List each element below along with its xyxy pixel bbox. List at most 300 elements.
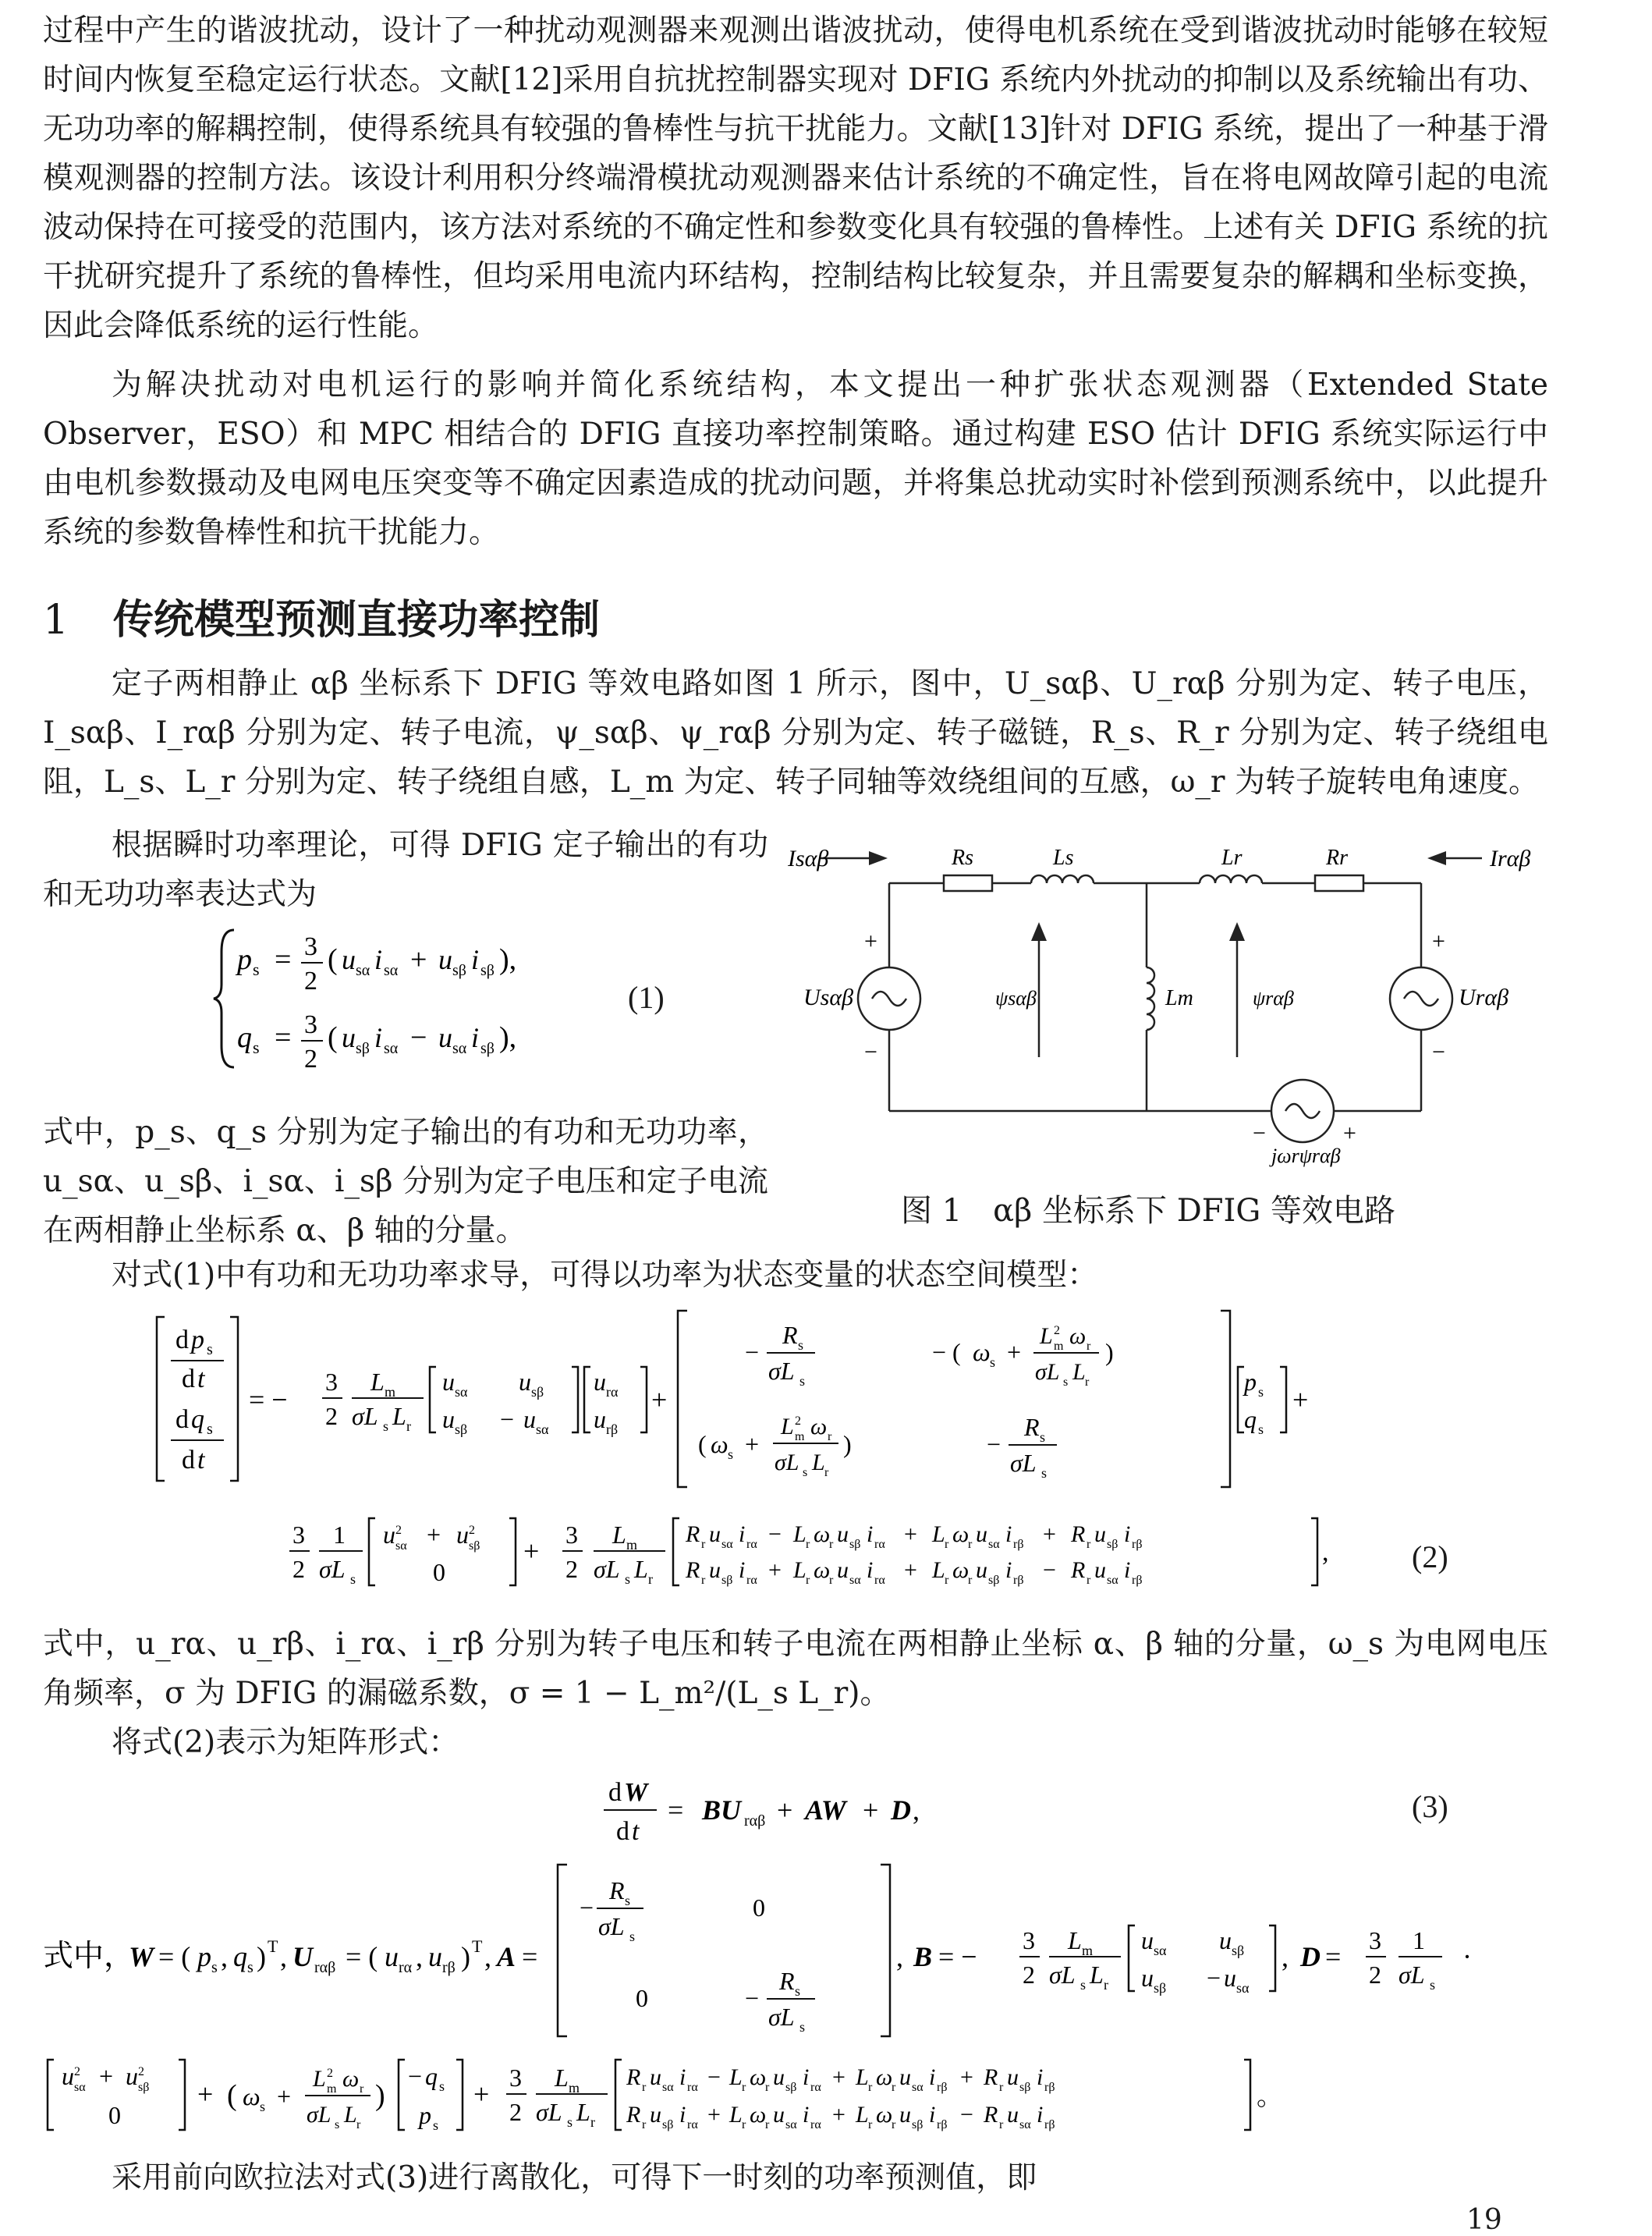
svg-text:W: W <box>129 1941 154 1972</box>
svg-text:2: 2 <box>1054 1324 1060 1337</box>
svg-text:u: u <box>773 2064 785 2090</box>
svg-text:r: r <box>590 2114 595 2130</box>
svg-text:2: 2 <box>395 1524 402 1537</box>
svg-text:sβ: sβ <box>531 1384 544 1400</box>
svg-text:L: L <box>781 1414 794 1439</box>
svg-text:u: u <box>837 1521 849 1547</box>
svg-text:sβ: sβ <box>1232 1943 1245 1958</box>
svg-text:2: 2 <box>74 2065 80 2078</box>
svg-text:L: L <box>344 2102 357 2128</box>
svg-text:−: − <box>745 1338 760 1366</box>
svg-text:sα: sα <box>1236 1980 1250 1996</box>
svg-text:r: r <box>824 1466 829 1479</box>
equation-number-1: (1) <box>628 980 665 1015</box>
paragraph-continued: 过程中产生的谐波扰动，设计了一种扰动观测器来观测出谐波扰动，使得电机系统在受到谐波扰动时能够在较短时间内恢复至稳定运行状态。文献[12]采用自抗扰控制器实现对 DFIG 系统内外扰动的抑制以及系统输出有功、无功功率的解耦控制，使得系统具有较强的鲁棒性与抗干扰能力。文献[13]针对 DFIG 系统，提出了一种基于滑模观测器的控制方法。该设计利用积分终端滑模扰动观测器来估计系统的不确定性，旨在将电网故障引起的电流波动保持在可接受的范围内，该方法对系统的不确定性和参数变化具有较强的鲁棒性。上述有关 DFIG 系统的抗干扰研究提升了系统的鲁棒性，但均采用电流内环结构，控制结构比较复杂，并且需要复杂的解耦和坐标变换，因此会降低系统的运行性能。 <box>43 13 1548 343</box>
svg-text:+: + <box>904 1521 917 1547</box>
svg-text:s: s <box>567 2114 573 2130</box>
label-is: Isαβ <box>788 846 829 871</box>
paragraph-circuit-description: 定子两相静止 αβ 坐标系下 DFIG 等效电路如图 1 所示，图中，U_sαβ、U_rαβ 分别为定、转子电压，I_sαβ、I_rαβ 分别为定、转子电流，ψ_sαβ、ψ_rαβ 分别为定、转子磁链，R_s、R_r 分别为定、转子绕组电阻，L_s、L_r 分别为定、转子绕组自感，L_m 为定、转子同轴等效绕组间的互感，ω_r 为转子旋转电角速度。 <box>43 666 1548 800</box>
svg-text:u: u <box>976 1521 987 1547</box>
svg-text:L: L <box>793 1521 807 1547</box>
svg-text:u: u <box>126 2062 138 2090</box>
svg-text:rα: rα <box>746 1574 757 1587</box>
svg-text:s: s <box>253 1038 260 1057</box>
svg-text:σL: σL <box>775 1450 799 1475</box>
svg-text:u: u <box>899 2064 911 2090</box>
equation-1 <box>211 921 632 1081</box>
svg-text:u: u <box>1007 2102 1019 2128</box>
equation-number-3: (3) <box>1412 1789 1448 1824</box>
svg-text:): ) <box>843 1430 852 1458</box>
svg-text:sβ: sβ <box>1107 1538 1118 1551</box>
svg-text:,: , <box>1322 1538 1329 1567</box>
svg-text:r: r <box>642 2118 647 2131</box>
svg-text:i: i <box>803 2102 810 2128</box>
svg-text:u: u <box>342 944 356 975</box>
svg-text:d: d <box>175 1405 189 1434</box>
svg-text:s: s <box>247 1959 253 1976</box>
label-rs: Rs <box>952 846 973 870</box>
paragraph-derivative: 对式(1)中有功和无功功率求导，可得以功率为状态变量的状态空间模型： <box>112 1258 1098 1293</box>
svg-text:L: L <box>856 2064 869 2090</box>
svg-text:ω: ω <box>342 2066 360 2092</box>
svg-text:i: i <box>867 1557 874 1583</box>
svg-text:+: + <box>427 1521 441 1549</box>
svg-text:ω: ω <box>973 1338 991 1366</box>
svg-text:s: s <box>1063 1375 1069 1389</box>
svg-text:σL: σL <box>1399 1961 1425 1989</box>
svg-text:rα: rα <box>874 1538 885 1551</box>
svg-text:m: m <box>569 2080 580 2096</box>
svg-text:B: B <box>913 1941 933 1972</box>
svg-text:u: u <box>650 2064 661 2090</box>
svg-text:t: t <box>197 1446 205 1475</box>
svg-text:= −: = − <box>938 1941 977 1972</box>
svg-text:u: u <box>1224 1964 1236 1992</box>
svg-text:−: − <box>987 1430 1001 1458</box>
svg-text:u: u <box>438 944 452 975</box>
svg-text:u: u <box>594 1368 606 1396</box>
svg-text:2: 2 <box>1369 1961 1381 1989</box>
svg-text:,: , <box>484 1941 491 1972</box>
label-psi-r: ψrαβ <box>1253 987 1294 1010</box>
svg-text:D: D <box>891 1794 911 1826</box>
svg-text:sα: sα <box>452 1040 467 1057</box>
svg-text:BU: BU <box>702 1794 742 1826</box>
svg-text:i: i <box>679 2064 686 2090</box>
label-ur: Urαβ <box>1459 985 1509 1010</box>
svg-text:sβ: sβ <box>480 962 495 979</box>
svg-text:r: r <box>742 2081 746 2094</box>
svg-text:sα: sα <box>785 2118 797 2131</box>
svg-text:q: q <box>1244 1405 1257 1433</box>
svg-text:r: r <box>945 1538 949 1551</box>
svg-text:sβ: sβ <box>849 1538 861 1551</box>
svg-text:ω: ω <box>952 1521 970 1547</box>
svg-text:u: u <box>976 1557 987 1583</box>
svg-text:(: ( <box>227 2079 237 2112</box>
svg-text:u: u <box>1219 1926 1232 1954</box>
svg-text:L: L <box>856 2102 869 2128</box>
svg-text:s: s <box>253 960 260 979</box>
svg-text:sα: sα <box>849 1574 861 1587</box>
svg-text:sα: sα <box>721 1538 733 1551</box>
svg-text:+: + <box>1007 1338 1022 1366</box>
svg-text:R: R <box>782 1321 798 1349</box>
svg-text:sα: sα <box>1107 1574 1118 1587</box>
svg-text:L: L <box>370 1368 385 1396</box>
svg-text:m: m <box>626 1537 638 1553</box>
svg-text:2: 2 <box>138 2065 144 2078</box>
svg-text:2: 2 <box>565 1555 578 1583</box>
svg-text:=: = <box>275 943 292 976</box>
svg-text:r: r <box>868 2081 873 2094</box>
svg-text:L: L <box>1072 1359 1086 1385</box>
svg-text:sβ: sβ <box>988 1574 1000 1587</box>
svg-text:ω: ω <box>876 2064 893 2090</box>
svg-text:sβ: sβ <box>455 1421 468 1437</box>
section-number: 1 <box>43 597 69 644</box>
svg-text:u: u <box>899 2102 911 2128</box>
svg-text:−: − <box>1207 1964 1221 1992</box>
svg-text:L: L <box>729 2102 743 2128</box>
paragraph-proposal: 为解决扰动对电机运行的影响并简化系统结构，本文提出一种扩张状态观测器（Extended State Observer，ESO）和 MPC 相结合的 DFIG 直接功率控制策略。通过构建 ESO 估计 DFIG 系统实际运行中由电机参数摄动及电网电压突变等不确定因素造成的扰动问题，并将集总扰动实时补偿到预测系统中，以此提升系统的参数鲁棒性和抗干扰能力。 <box>43 367 1548 550</box>
svg-text:R: R <box>686 1557 700 1583</box>
svg-text:u: u <box>837 1557 849 1583</box>
svg-text:R: R <box>1071 1521 1086 1547</box>
svg-text:+: + <box>960 2064 973 2090</box>
svg-text:+: + <box>651 1384 668 1415</box>
svg-text:): ) <box>375 2079 385 2112</box>
svg-text:r: r <box>968 1538 973 1551</box>
svg-text:ω: ω <box>711 1430 729 1458</box>
svg-text:3: 3 <box>304 1010 317 1039</box>
svg-text:rα: rα <box>399 1959 413 1976</box>
paragraph-discretization: 采用前向欧拉法对式(3)进行离散化，可得下一时刻的功率预测值，即 <box>112 2160 1037 2195</box>
svg-text:R: R <box>1024 1413 1040 1441</box>
svg-text:式中，: 式中， <box>43 1940 135 1973</box>
svg-text:= (: = ( <box>346 1941 378 1972</box>
svg-text:R: R <box>1071 1557 1086 1583</box>
svg-text:rαβ: rαβ <box>744 1812 766 1830</box>
svg-text:r: r <box>892 2118 896 2131</box>
svg-text:L: L <box>812 1450 825 1475</box>
svg-text:ω: ω <box>810 1414 828 1439</box>
svg-text:+: + <box>1343 1120 1356 1146</box>
svg-text:+: + <box>523 1535 540 1567</box>
svg-text:r: r <box>806 1574 810 1587</box>
svg-text:s: s <box>211 1959 218 1976</box>
svg-text:sβ: sβ <box>1019 2081 1031 2094</box>
equation-3-D-continued <box>43 2044 1306 2149</box>
svg-text:R: R <box>984 2102 998 2128</box>
svg-text:): ) <box>257 1941 266 1972</box>
svg-text:ω: ω <box>243 2082 261 2110</box>
svg-text:r: r <box>1104 1977 1108 1993</box>
svg-text:s: s <box>990 1354 996 1370</box>
label-ls: Ls <box>1053 846 1074 870</box>
svg-text:L: L <box>729 2064 743 2090</box>
svg-text:u: u <box>1007 2064 1019 2090</box>
svg-text:1: 1 <box>1413 1926 1425 1954</box>
svg-text:−: − <box>410 1021 427 1054</box>
svg-text:i: i <box>739 1557 746 1583</box>
svg-text:i: i <box>1037 2064 1044 2090</box>
svg-text:rβ: rβ <box>1132 1538 1143 1551</box>
equation-number-2: (2) <box>1412 1539 1448 1574</box>
svg-text:s: s <box>803 1466 808 1479</box>
svg-text:−: − <box>1253 1120 1266 1146</box>
svg-text:p: p <box>1244 1368 1257 1396</box>
svg-text:T: T <box>472 1936 483 1956</box>
svg-text:u: u <box>438 1022 452 1053</box>
svg-text:2: 2 <box>304 1045 317 1074</box>
svg-text:s: s <box>207 1421 213 1438</box>
svg-text:,: , <box>896 1941 903 1972</box>
svg-text:i: i <box>867 1521 874 1547</box>
paragraph-eq1-description: 式中，p_s、q_s 分别为定子输出的有功和无功功率，u_sα、u_sβ、i_sα、i_sβ 分别为定子电压和定子电流在两相静止坐标系 α、β 轴的分量。 <box>43 1115 768 1248</box>
svg-text:i: i <box>1005 1521 1012 1547</box>
svg-text:s: s <box>1258 1421 1264 1437</box>
svg-text:σL: σL <box>352 1402 378 1430</box>
svg-text:3: 3 <box>509 2064 522 2092</box>
svg-text:3: 3 <box>292 1521 305 1549</box>
svg-text:s: s <box>1080 1977 1087 1993</box>
svg-text:u: u <box>523 1405 536 1433</box>
svg-text:W: W <box>624 1778 648 1807</box>
label-ir: Irαβ <box>1490 846 1531 871</box>
svg-text:sα: sα <box>455 1384 468 1400</box>
svg-text:u: u <box>594 1405 606 1433</box>
svg-text:+: + <box>832 2064 845 2090</box>
svg-text:i: i <box>471 944 480 975</box>
svg-text:R: R <box>686 1521 700 1547</box>
svg-text:−: − <box>500 1405 515 1433</box>
svg-text:s: s <box>795 1983 801 1999</box>
svg-text:i: i <box>739 1521 746 1547</box>
svg-text:(: ( <box>328 943 338 976</box>
label-us: Usαβ <box>803 985 854 1010</box>
svg-text:sα: sα <box>1019 2118 1031 2131</box>
svg-text:sα: sα <box>1154 1943 1167 1958</box>
svg-text:s: s <box>629 1929 636 1944</box>
svg-text:sα: sα <box>912 2081 923 2094</box>
svg-text:r: r <box>406 1418 411 1434</box>
svg-text:rβ: rβ <box>442 1959 456 1976</box>
svg-text:i: i <box>1124 1521 1131 1547</box>
svg-text:·: · <box>1462 1941 1472 1972</box>
label-psi-s: ψsαβ <box>995 987 1037 1010</box>
svg-text:+: + <box>277 2082 292 2110</box>
svg-text:+: + <box>1292 1384 1309 1415</box>
svg-text:t: t <box>632 1817 640 1846</box>
svg-text:L: L <box>1068 1926 1082 1954</box>
svg-text:+: + <box>777 1794 793 1826</box>
equation-2 <box>152 1303 1369 1634</box>
label-lm: Lm <box>1165 986 1193 1010</box>
svg-text:q: q <box>237 1021 252 1054</box>
svg-text:+: + <box>904 1557 917 1583</box>
svg-text:ω: ω <box>876 2102 893 2128</box>
svg-text:u: u <box>62 2062 74 2090</box>
svg-text:s: s <box>798 1337 804 1353</box>
svg-text:sα: sα <box>536 1421 549 1437</box>
svg-text:1: 1 <box>333 1521 346 1549</box>
svg-text:R: R <box>609 1876 625 1904</box>
svg-text:): ) <box>1105 1338 1114 1366</box>
svg-text:3: 3 <box>325 1368 338 1396</box>
svg-text:ω: ω <box>750 2064 767 2090</box>
svg-text:T: T <box>268 1936 278 1956</box>
page-number: 19 <box>1466 2204 1502 2236</box>
svg-text:sβ: sβ <box>662 2118 674 2131</box>
svg-text:r: r <box>648 1571 653 1587</box>
svg-text:s: s <box>1430 1977 1436 1993</box>
svg-text:+: + <box>1043 1521 1056 1547</box>
svg-text:u: u <box>1141 1926 1154 1954</box>
svg-text:p: p <box>191 1326 204 1354</box>
svg-text:s: s <box>625 1893 631 1908</box>
svg-text:sα: sα <box>395 1539 407 1553</box>
svg-text:,: , <box>416 1941 423 1972</box>
svg-text:=: = <box>668 1794 684 1826</box>
svg-text:2: 2 <box>292 1555 305 1583</box>
svg-text:,: , <box>913 1794 920 1826</box>
svg-text:ω: ω <box>952 1557 970 1583</box>
svg-text:s: s <box>433 2117 439 2133</box>
svg-text:sβ: sβ <box>138 2081 150 2094</box>
svg-text:rβ: rβ <box>1013 1538 1024 1551</box>
svg-text:u: u <box>442 1405 455 1433</box>
svg-text:r: r <box>742 2118 746 2131</box>
svg-text:s: s <box>1258 1384 1264 1400</box>
svg-text:r: r <box>999 2081 1004 2094</box>
svg-text:R: R <box>984 2064 998 2090</box>
svg-text:rα: rα <box>874 1574 885 1587</box>
svg-text:r: r <box>701 1538 706 1551</box>
equation-3 <box>601 1769 1006 1859</box>
svg-text:i: i <box>1037 2102 1044 2128</box>
svg-text:r: r <box>829 1574 834 1587</box>
svg-text:rβ: rβ <box>1132 1574 1143 1587</box>
svg-text:AW: AW <box>805 1794 846 1826</box>
svg-text:+: + <box>863 1794 879 1826</box>
svg-text:rβ: rβ <box>937 2081 948 2094</box>
svg-text:− (: − ( <box>932 1338 961 1366</box>
svg-text:rβ: rβ <box>1044 2118 1055 2131</box>
svg-text:u: u <box>342 1022 356 1053</box>
svg-text:+: + <box>832 2102 845 2128</box>
svg-text:L: L <box>555 2064 569 2092</box>
label-rr: Rr <box>1326 846 1348 870</box>
paragraph-power-theory: 根据瞬时功率理论，可得 DFIG 定子输出的有功和无功功率表达式为 <box>43 828 768 912</box>
svg-text:),: ), <box>499 1021 517 1054</box>
svg-text:L: L <box>1090 1961 1104 1989</box>
svg-text:rα: rα <box>810 2081 821 2094</box>
svg-text:R: R <box>626 2064 641 2090</box>
svg-text:r: r <box>999 2118 1004 2131</box>
svg-text:−: − <box>1043 1557 1056 1583</box>
svg-text:i: i <box>803 2064 810 2090</box>
svg-text:−: − <box>768 1521 782 1547</box>
svg-text:sα: sα <box>662 2081 674 2094</box>
svg-text:r: r <box>1087 1340 1091 1353</box>
svg-text:−: − <box>745 1984 760 2012</box>
svg-text:sα: sα <box>356 962 370 979</box>
svg-text:r: r <box>765 2081 770 2094</box>
svg-text:s: s <box>1041 1465 1048 1481</box>
svg-text:rβ: rβ <box>1013 1574 1024 1587</box>
svg-text:m: m <box>385 1384 396 1400</box>
svg-text:sα: sα <box>988 1538 1000 1551</box>
svg-text:=: = <box>522 1941 538 1972</box>
svg-text:rβ: rβ <box>937 2118 948 2131</box>
svg-text:−: − <box>960 2102 973 2128</box>
svg-text:。: 。 <box>1257 2082 1283 2111</box>
svg-text:,: , <box>1282 1941 1289 1972</box>
svg-text:σL: σL <box>1049 1961 1076 1989</box>
svg-text:sβ: sβ <box>785 2081 797 2094</box>
svg-text:d: d <box>616 1817 629 1846</box>
svg-text:r: r <box>1085 1375 1090 1389</box>
svg-text:s: s <box>1040 1429 1046 1445</box>
svg-text:σL: σL <box>319 1555 346 1583</box>
svg-text:q: q <box>233 1941 247 1972</box>
svg-text:2: 2 <box>327 2067 333 2080</box>
svg-text:U: U <box>292 1941 313 1972</box>
svg-text:+: + <box>197 2078 214 2110</box>
svg-text:u: u <box>1094 1557 1106 1583</box>
svg-text:r: r <box>806 1538 810 1551</box>
svg-text:+: + <box>707 2102 721 2128</box>
svg-text:u: u <box>1094 1521 1106 1547</box>
svg-text:3: 3 <box>304 932 317 961</box>
svg-text:sβ: sβ <box>469 1539 480 1553</box>
svg-text:u: u <box>709 1521 721 1547</box>
svg-text:i: i <box>374 944 383 975</box>
svg-text:i: i <box>929 2064 936 2090</box>
svg-text:σL: σL <box>768 1357 795 1385</box>
svg-text:u: u <box>442 1368 455 1396</box>
svg-text:L: L <box>576 2098 590 2126</box>
svg-text:s: s <box>799 1373 806 1389</box>
svg-text:d: d <box>175 1326 189 1354</box>
svg-text:L: L <box>932 1521 945 1547</box>
svg-text:rαβ: rαβ <box>314 1959 336 1976</box>
svg-text:u: u <box>1141 1964 1154 1992</box>
svg-text:i: i <box>374 1022 383 1053</box>
svg-text:u: u <box>428 1941 442 1972</box>
figure-circuit <box>788 835 1560 1181</box>
svg-text:u: u <box>385 1941 399 1972</box>
svg-text:r: r <box>360 2082 364 2096</box>
svg-text:q: q <box>425 2062 438 2090</box>
svg-text:−: − <box>580 1894 594 1922</box>
svg-text:σL: σL <box>768 2003 795 2031</box>
svg-text:rα: rα <box>606 1384 619 1400</box>
svg-text:3: 3 <box>1023 1926 1035 1954</box>
svg-text:s: s <box>335 2118 340 2131</box>
svg-text:σL: σL <box>307 2102 331 2128</box>
svg-text:rβ: rβ <box>606 1421 619 1437</box>
svg-text:0: 0 <box>108 2101 121 2129</box>
svg-text:r: r <box>701 1574 706 1587</box>
svg-text:3: 3 <box>1369 1926 1381 1954</box>
svg-text:3: 3 <box>565 1521 578 1549</box>
figure-caption: 图 1 αβ 坐标系下 DFIG 等效电路 <box>901 1193 1396 1229</box>
svg-text:sα: sα <box>74 2081 86 2094</box>
svg-text:σL: σL <box>1035 1359 1060 1385</box>
